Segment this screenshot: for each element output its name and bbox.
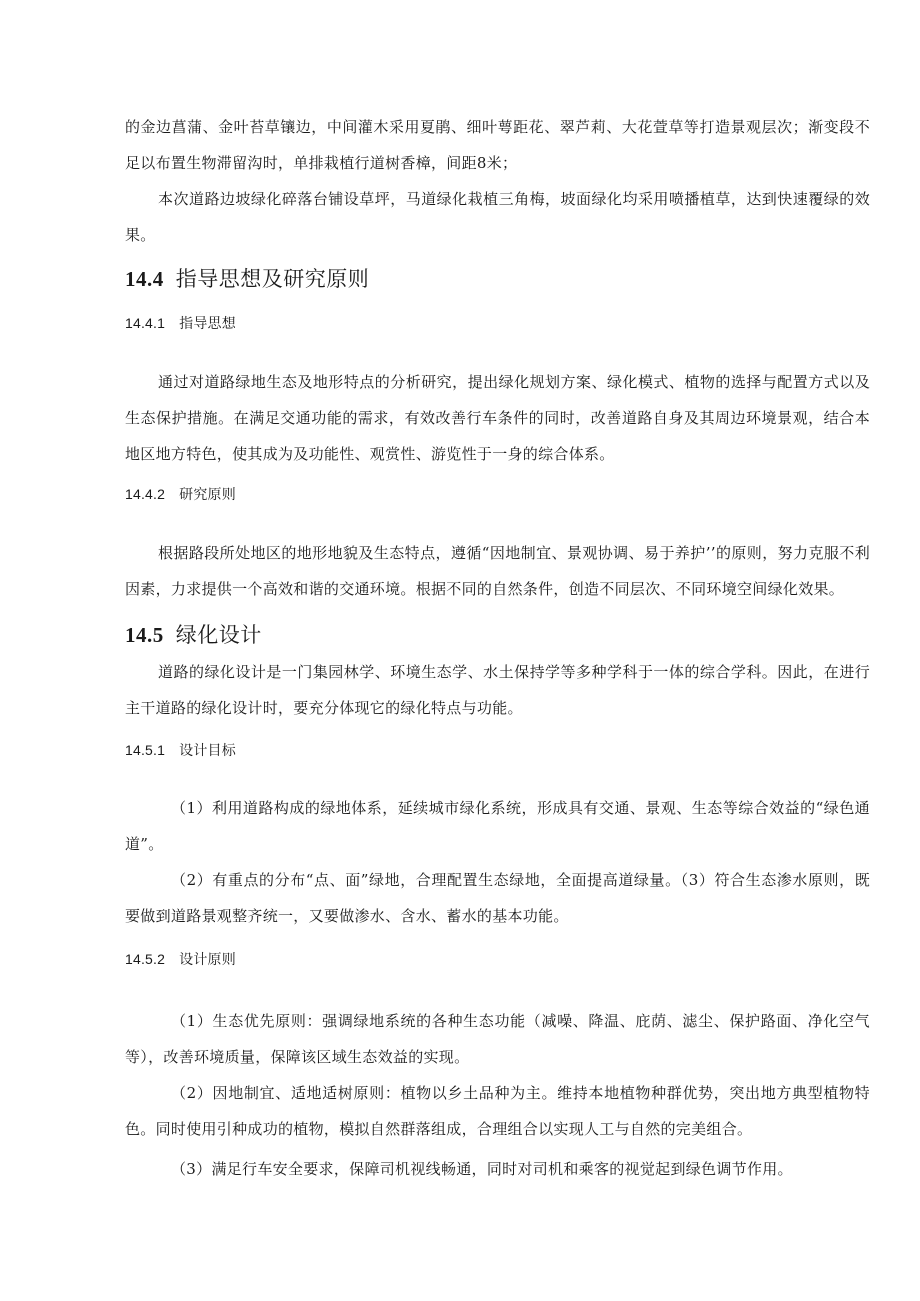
section-number: 14.4: [125, 267, 164, 291]
paragraph-design-principle-3: （3）满足行车安全要求，保障司机视线畅通，同时对司机和乘客的视觉起到绿色调节作用。: [171, 1160, 793, 1178]
subsection-heading-14-4-1: [125, 313, 870, 333]
section-heading-14-5: [125, 620, 870, 650]
subsection-number: 14.5.2: [125, 951, 166, 967]
paragraph-greening-design-intro: 道路的绿化设计是一门集园林学、环境生态学、水土保持学等多种学科于一体的综合学科。因此，在进行主干道路的绿化设计时，要充分体现它的绿化特点与功能。: [125, 663, 870, 717]
subsection-heading-14-5-1: [125, 740, 870, 760]
section-title: 指导思想及研究原则: [175, 267, 370, 291]
paragraph-design-goal-2-3: （2）有重点的分布“点、面”绿地，合理配置生态绿地，全面提高道绿量。（3）符合生态渗水原则，既要做到道路景观整齐统一，又要做渗水、含水、蓄水的基本功能。: [125, 871, 870, 925]
subsection-title: 设计原则: [179, 951, 236, 967]
paragraph-greenbelt-plants: 的金边菖蒲、金叶苔草镶边，中间灌木采用夏鹃、细叶萼距花、翠芦莉、大花萱草等打造景观层次；渐变段不足以布置生物滞留沟时，单排栽植行道树香樟，间距8米；: [125, 118, 870, 172]
section-heading-14-4: [125, 264, 870, 294]
subsection-heading-14-5-2: [125, 949, 870, 969]
paragraph-slope-greening: 本次道路边坡绿化碎落台铺设草坪，马道绿化栽植三角梅，坡面绿化均采用喷播植草，达到快速覆绿的效果。: [125, 190, 870, 244]
subsection-title: 设计目标: [179, 742, 236, 758]
paragraph-design-goal-1: （1）利用道路构成的绿地体系，延续城市绿化系统，形成具有交通、景观、生态等综合效益的“绿色通道”。: [125, 799, 870, 853]
subsection-title: 研究原则: [179, 486, 236, 502]
paragraph-research-principles: 根据路段所处地区的地形地貌及生态特点，遵循“因地制宜、景观协调、易于养护’’的原则，努力克服不利因素，力求提供一个高效和谐的交通环境。根据不同的自然条件，创造不同层次、不同环境空间绿化效果。: [125, 544, 870, 598]
subsection-number: 14.4.1: [125, 315, 166, 331]
subsection-number: 14.5.1: [125, 742, 166, 758]
section-number: 14.5: [125, 623, 164, 647]
subsection-title: 指导思想: [179, 315, 236, 331]
paragraph-guiding-ideology: 通过对道路绿地生态及地形特点的分析研究，提出绿化规划方案、绿化模式、植物的选择与配置方式以及生态保护措施。在满足交通功能的需求，有效改善行车条件的同时，改善道路自身及其周边环境景观，结合本地区地方特色，使其成为及功能性、观赏性、游览性于一身的综合体系。: [125, 373, 870, 463]
paragraph-design-principle-2: （2）因地制宜、适地适树原则：植物以乡土品种为主。维持本地植物种群优势，突出地方典型植物特色。同时使用引种成功的植物，模拟自然群落组成，合理组合以实现人工与自然的完美组合。: [125, 1084, 870, 1138]
section-title: 绿化设计: [175, 623, 262, 647]
subsection-heading-14-4-2: [125, 484, 870, 504]
subsection-number: 14.4.2: [125, 486, 166, 502]
paragraph-design-principle-1: （1）生态优先原则：强调绿地系统的各种生态功能（减噪、降温、庇荫、滤尘、保护路面、净化空气等），改善环境质量，保障该区域生态效益的实现。: [125, 1012, 870, 1066]
